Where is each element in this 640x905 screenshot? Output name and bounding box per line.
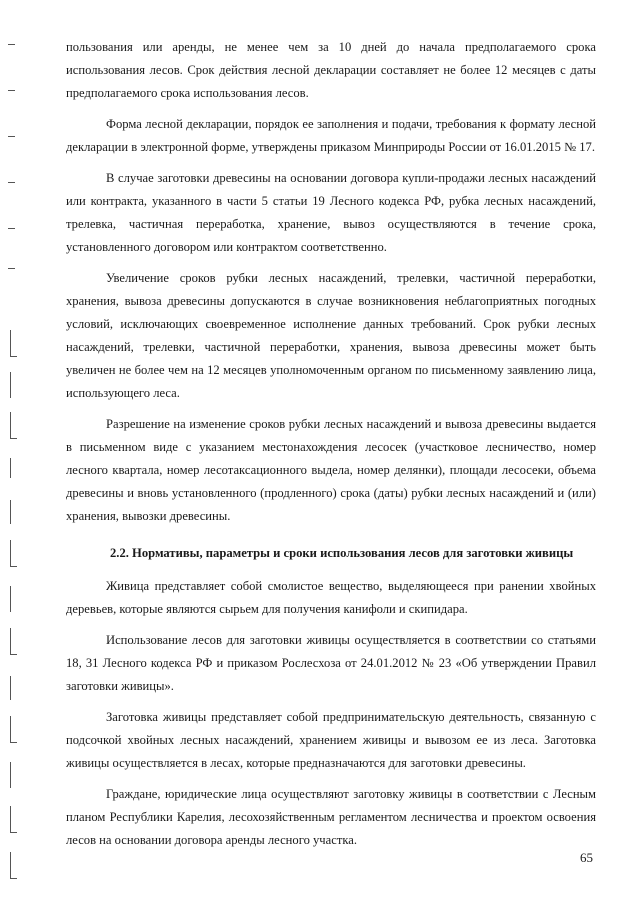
page-number: 65	[580, 850, 593, 865]
paragraph-purchase-contract: В случае заготовки древесины на основании договора купли-продажи лесных насаждений или контракта, указанного в части 5 статьи 19 Лесного кодекса РФ, рубка лесных насаждений, трелевка, частичная переработка, хранение, вывоз осуществляются в течение срока, установленного договором или контрактом соответственно.	[66, 171, 596, 254]
paragraph-resin-legal-basis: Использование лесов для заготовки живицы осуществляется в соответствии со статьями 18, 31 Лесного кодекса РФ и приказом Рослесхоза от 24.01.2012 № 23 «Об утверждении Правил заготовки живицы».	[66, 633, 596, 693]
section-heading: 2.2. Нормативы, параметры и сроки использования лесов для заготовки живицы	[110, 546, 574, 560]
paragraph-continuation: пользования или аренды, не менее чем за 10 дней до начала предполагаемого срока использования лесов. Срок действия лесной декларации составляет не более 12 месяцев с даты предполагаемого срока использования лесов.	[66, 40, 596, 100]
document-page	[66, 36, 596, 860]
binding-margin-marks	[0, 0, 20, 905]
paragraph-change-permission: Разрешение на изменение сроков рубки лесных насаждений и вывоза древесины выдается в письменном виде с указанием местонахождения лесосек (участковое лесничество, номер лесного квартала, номер лесотаксационного выдела, номер делянки), площади лесосеки, объема древесины и вновь установленного (продленного) срока (даты) рубки лесных насаждений и (или) хранения, вывозки древесины.	[66, 417, 596, 523]
paragraph-term-extension: Увеличение сроков рубки лесных насаждений, трелевки, частичной переработки, хранения, вывоза древесины допускаются в случае возникновения неблагоприятных погодных условий, исключающих своевременное исполнение данных требований. Срок рубки лесных насаждений, трелевки, частичной переработки, хранения, вывоза древесины может быть увеличен не более чем на 12 месяцев уполномоченным органом по письменному заявлению лица, использующего леса.	[66, 271, 596, 400]
paragraph-resin-citizens: Граждане, юридические лица осуществляют заготовку живицы в соответствии с Лесным планом Республики Карелия, лесохозяйственным регламентом лесничества и проектом освоения лесов на основании договора аренды лесного участка.	[66, 787, 596, 847]
paragraph-declaration-form: Форма лесной декларации, порядок ее заполнения и подачи, требования к формату лесной декларации в электронной форме, утверждены приказом Минприроды России от 16.01.2015 № 17.	[66, 117, 596, 154]
paragraph-resin-definition: Живица представляет собой смолистое вещество, выделяющееся при ранении хвойных деревьев, которые являются сырьем для получения канифоли и скипидара.	[66, 579, 596, 616]
paragraph-resin-activity: Заготовка живицы представляет собой предпринимательскую деятельность, связанную с подсочкой хвойных лесных насаждений, хранением живицы и вывозом ее из леса. Заготовка живицы осуществляется в лесах, которые предназначаются для заготовки древесины.	[66, 710, 596, 770]
